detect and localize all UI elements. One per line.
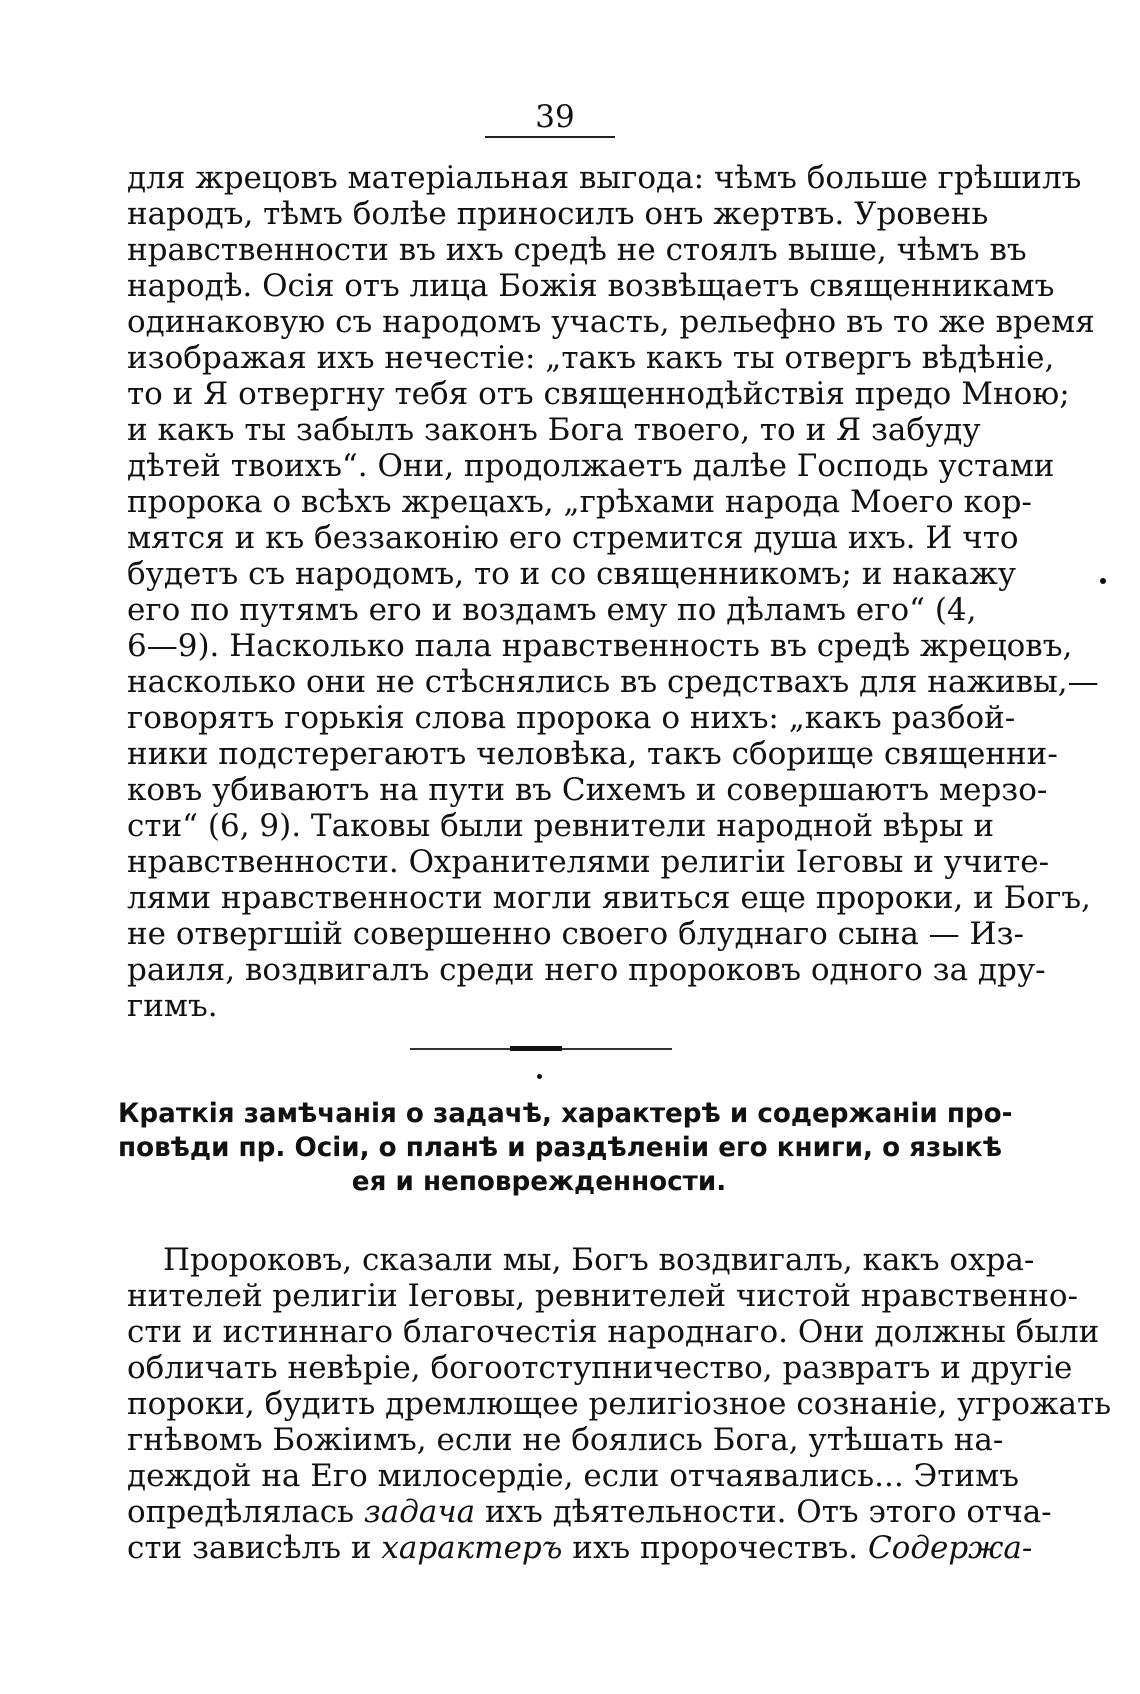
text-line: сти и истиннаго благочестія народнаго. Они должны были xyxy=(127,1314,1100,1350)
text-line: ники подстерегаютъ человѣка, такъ сборище священни- xyxy=(127,736,1058,772)
text-line: обличать невѣріе, богоотступничество, развратъ и другіе xyxy=(127,1350,1073,1386)
text-line: деждой на Его милосердіе, если отчаявались... Этимъ xyxy=(127,1458,1019,1494)
section-divider-center xyxy=(510,1046,562,1051)
text-line xyxy=(127,1530,1033,1566)
text-line: народѣ. Осія отъ лица Божія возвѣщаетъ священникамъ xyxy=(127,268,1055,304)
section-heading xyxy=(118,1097,1013,1199)
text-segment: ихъ пророчествъ. xyxy=(562,1530,868,1566)
divider-dot xyxy=(537,1074,542,1079)
heading-line: повѣди пр. Осіи, о планѣ и раздѣленіи его книги, о языкѣ xyxy=(118,1132,1002,1163)
text-line: насколько они не стѣснялись въ средствахъ для наживы,— xyxy=(127,664,1099,700)
text-line: и какъ ты забылъ законъ Бога твоего, то и Я забуду xyxy=(127,412,981,448)
text-line: мятся и къ беззаконію его стремится душа ихъ. И что xyxy=(127,520,1019,556)
text-line: пророка о всѣхъ жрецахъ, „грѣхами народа Моего кор- xyxy=(127,484,1032,520)
text-segment: опредѣлялась xyxy=(127,1494,364,1530)
text-line: не отвергшій совершенно своего блуднаго сына — Из- xyxy=(127,916,1024,952)
text-segment: ихъ дѣятельности. Отъ этого отча- xyxy=(475,1494,1052,1530)
text-line: нравственности въ ихъ средѣ не стоялъ выше, чѣмъ въ xyxy=(127,232,1027,268)
text-line: народъ, тѣмъ болѣе приносилъ онъ жертвъ. Уровень xyxy=(127,196,989,232)
text-line: Пророковъ, сказали мы, Богъ воздвигалъ, какъ охра- xyxy=(163,1242,1035,1278)
text-line: лями нравственности могли явиться еще пророки, и Богъ, xyxy=(127,880,1091,916)
heading-line: ея и неповрежденности. xyxy=(351,1166,727,1197)
text-segment: сти зависѣлъ и xyxy=(127,1530,382,1566)
page-number-rule xyxy=(485,136,615,138)
text-line: сти“ (6, 9). Таковы были ревнители народной вѣры и xyxy=(127,808,995,844)
text-line: нителей религіи Іеговы, ревнителей чистой нравственно- xyxy=(127,1278,1078,1314)
text-line: раиля, воздвигалъ среди него пророковъ одного за дру- xyxy=(127,952,1046,988)
heading-line: Краткія замѣчанія о задачѣ, характерѣ и содержаніи про- xyxy=(118,1098,1013,1129)
text-line: нравственности. Охранителями религіи Іеговы и учите- xyxy=(127,844,1050,880)
text-line: то и Я отвергну тебя отъ священнодѣйствія предо Мною; xyxy=(127,376,1070,412)
text-line: гимъ. xyxy=(127,988,218,1024)
text-line xyxy=(127,1494,1052,1530)
text-line: изображая ихъ нечестіе: „такъ какъ ты отвергъ вѣдѣніе, xyxy=(127,340,1055,376)
text-line: для жрецовъ матеріальная выгода: чѣмъ больше грѣшилъ xyxy=(127,160,1082,196)
italic-term-content: Содержа- xyxy=(867,1530,1033,1566)
text-line: гнѣвомъ Божіимъ, если не боялись Бога, утѣшать на- xyxy=(127,1422,1004,1458)
text-line: ковъ убиваютъ на пути въ Сихемъ и совершаютъ мерзо- xyxy=(127,772,1048,808)
text-line: будетъ съ народомъ, то и со священникомъ; и накажу xyxy=(127,556,1016,592)
text-line: одинаковую съ народомъ участь, рельефно въ то же время xyxy=(127,304,1095,340)
italic-term-character: характеръ xyxy=(381,1530,563,1566)
margin-speck xyxy=(1100,578,1106,584)
text-line: пороки, будить дремлющее религіозное сознаніе, угрожать xyxy=(127,1386,1112,1422)
paragraph-1 xyxy=(127,160,1099,1024)
paragraph-2 xyxy=(127,1242,1112,1566)
text-line: его по путямъ его и воздамъ ему по дѣламъ его“ (4, xyxy=(127,592,977,628)
text-line: дѣтей твоихъ“. Они, продолжаетъ далѣе Господь устами xyxy=(127,448,1055,484)
page-number: 39 xyxy=(535,99,575,135)
italic-term-task: задача xyxy=(363,1494,476,1530)
text-line: говорятъ горькія слова пророка о нихъ: „какъ разбой- xyxy=(127,700,1016,736)
text-line: 6—9). Насколько пала нравственность въ средѣ жрецовъ, xyxy=(127,628,1073,664)
